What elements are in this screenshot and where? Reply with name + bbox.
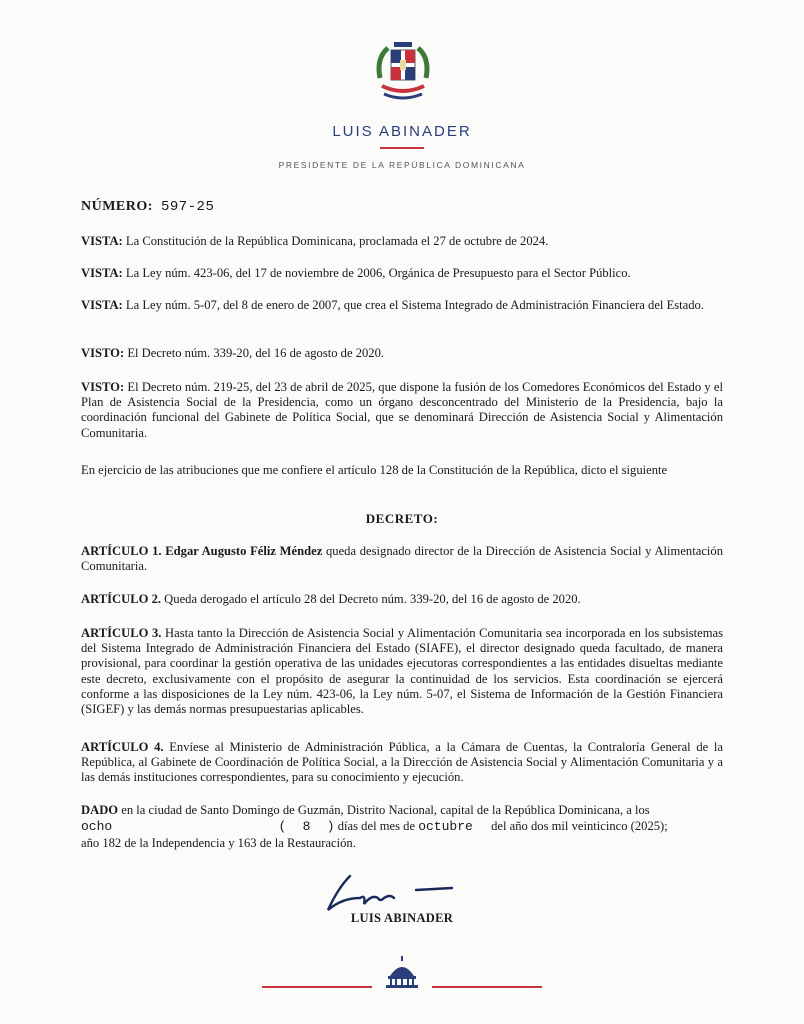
header-title: PRESIDENTE DE LA REPÚBLICA DOMINICANA — [278, 160, 526, 170]
footer-line-left — [262, 986, 372, 988]
dado-date-line: ocho ( 8 ) días del mes de octubre del año dos mil veinticinco (2025); — [81, 819, 668, 834]
articulo-4: ARTÍCULO 4. Envíese al Ministerio de Administración Pública, a la Cámara de Cuentas, la Contraloría General de la República, al Gabinete de Coordinación de Política Social, a la Dirección de Asistencia Social y Alimentación Comunitaria y a las demás instituciones correspondientes, para su conocimiento y ejecución. — [81, 740, 723, 785]
vista-paragraph: VISTA: La Ley núm. 5-07, del 8 de enero de 2007, que crea el Sistema Integrado de Administración Financiera del Estado. — [81, 298, 704, 312]
footer-line-right — [432, 986, 542, 988]
preamble-paragraph: En ejercicio de las atribuciones que me confiere el artículo 128 de la Constitución de la República, dicto el siguiente — [81, 463, 668, 477]
articulo-2: ARTÍCULO 2. Queda derogado el artículo 28 del Decreto núm. 339-20, del 16 de agosto de 2020. — [81, 592, 581, 606]
dado-paragraph: DADO en la ciudad de Santo Domingo de Guzmán, Distrito Nacional, capital de la República Dominicana, a los — [81, 803, 650, 817]
dado-text-2: días del mes de — [337, 819, 416, 833]
palace-dome-icon — [384, 956, 420, 988]
dado-text-3: del año dos mil veinticinco (2025); — [491, 819, 668, 833]
articulo-3: ARTÍCULO 3. Hasta tanto la Dirección de Asistencia Social y Alimentación Comunitaria sea incorporada en los subsistemas del Sistema Integrado de Administración Financiera del Estado (SIAFE), el director designado queda facultado, de manera provisional, para coordinar la gestión operativa de las unidades ejecutoras correspondientes a las entidades disueltas mediante este decreto, exclusivamente con el propósito de asegurar la continuidad de los servicios. Esta coordinación se ejercerá conforme a las disposiciones de la Ley núm. 423-06, la Ley núm. 5-07, el Sistema de Información de la Gestión Financiera (SIGEF) y las demás normas presupuestarias aplicables. — [81, 626, 724, 717]
visto-paragraph: VISTO: El Decreto núm. 219-25, del 23 de abril de 2025, que dispone la fusión de los Comedores Económicos del Estado y el Plan de Asistencia Social de la Presidencia, como un órgano desconcentrado del Ministerio de la Presidencia, bajo la coordinación funcional del Gabinete de Política Social, que se denominará Dirección de Asistencia Social y Alimentación Comunitaria. — [81, 380, 723, 440]
decreto-heading: DECRETO: — [365, 511, 439, 526]
month-value: octubre — [418, 819, 473, 834]
articulo-1: ARTÍCULO 1. Edgar Augusto Féliz Méndez queda designado director de la Dirección de Asistencia Social y Alimentación Comunitaria. — [81, 544, 723, 574]
day-number: 8 — [302, 819, 311, 834]
vista-paragraph: VISTA: La Ley núm. 423-06, del 17 de noviembre de 2006, Orgánica de Presupuesto para el Sector Público. — [81, 266, 631, 280]
day-words: ocho — [81, 819, 113, 834]
visto-paragraph: VISTO: El Decreto núm. 339-20, del 16 de agosto de 2020. — [81, 346, 385, 360]
decree-number-value: 597-25 — [160, 199, 215, 215]
dado-closing: año 182 de la Independencia y 163 de la Restauración. — [81, 836, 356, 850]
coat-of-arms-icon — [372, 38, 434, 104]
header-name: LUIS ABINADER — [332, 123, 472, 140]
vista-paragraph: VISTA: La Constitución de la República Dominicana, proclamada el 27 de octubre de 2024. — [81, 234, 549, 248]
decree-number — [81, 199, 214, 215]
decree-number-label: NÚMERO: — [81, 199, 153, 214]
signatory-name: LUIS ABINADER — [350, 911, 454, 925]
header-divider — [380, 147, 424, 149]
signature-image — [320, 868, 460, 916]
